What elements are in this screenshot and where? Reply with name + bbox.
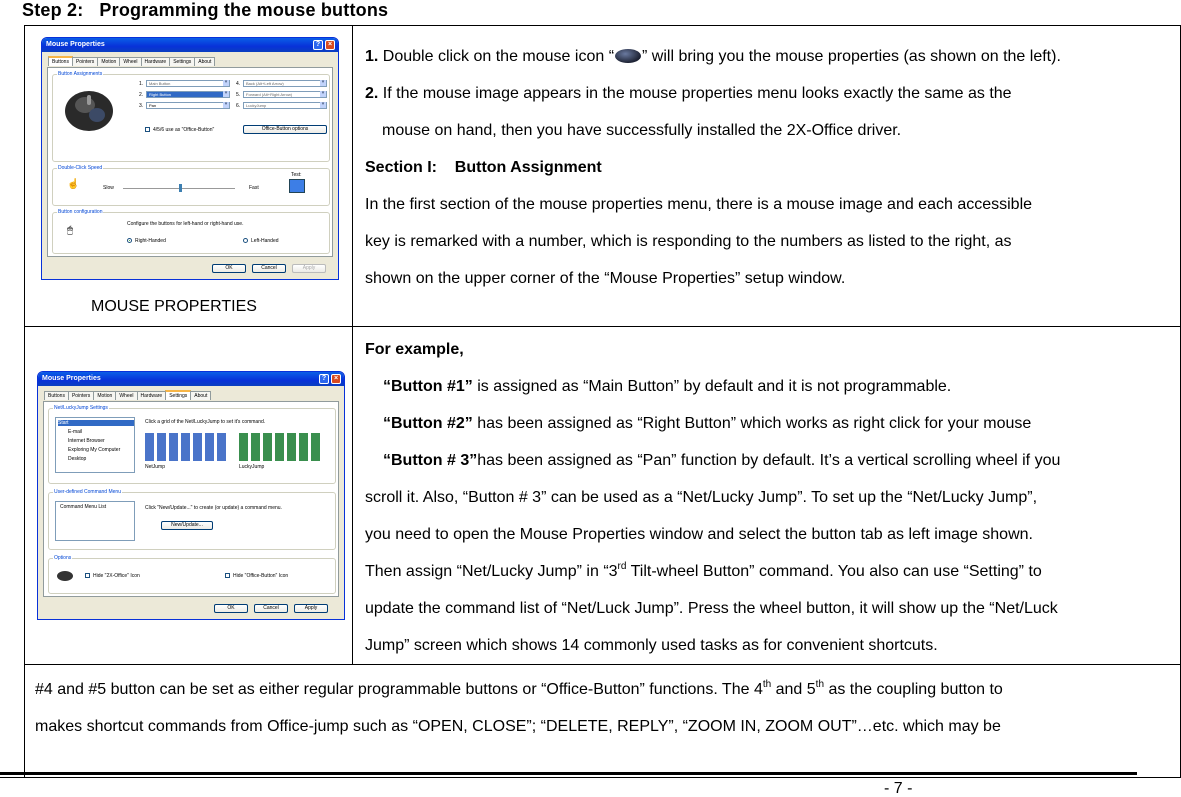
cell-steps-text bbox=[365, 38, 1177, 297]
tab-hardware[interactable]: Hardware bbox=[141, 57, 171, 66]
tab-about[interactable]: About bbox=[190, 391, 211, 400]
section-heading: Section I: Button Assignment bbox=[365, 159, 602, 176]
button-2-line: “Button #2” has been assigned as “Right Button” which works as right click for your mouse bbox=[383, 415, 1032, 432]
assign-3-select[interactable]: Pan ▾ bbox=[146, 102, 230, 109]
footer-rule-thin bbox=[0, 777, 1137, 778]
command-menu-text: Click "New/Update..." to create (or update) a command menu. bbox=[145, 505, 282, 511]
mouse-tray-icon bbox=[615, 49, 641, 63]
tab-strip bbox=[48, 57, 214, 67]
list-item[interactable]: Desktop bbox=[68, 456, 87, 462]
example-line-5: you need to open the Mouse Properties window and select the button tab as left image shown. bbox=[365, 526, 1033, 543]
list-item[interactable]: Exploring My Computer bbox=[68, 447, 121, 453]
hide-2x-office-label: Hide "2X-Office" Icon bbox=[93, 573, 140, 579]
fast-label: Fast bbox=[249, 185, 259, 191]
page-number: - 7 - bbox=[884, 780, 913, 797]
tab-hardware[interactable]: Hardware bbox=[137, 391, 167, 400]
step-title: Programming the mouse buttons bbox=[99, 0, 389, 20]
assign-3-num: 3. bbox=[139, 103, 144, 109]
right-handed-radio[interactable] bbox=[127, 238, 132, 243]
assign-4-select[interactable]: Back (Alt+Left Arrow) ▾ bbox=[243, 80, 327, 87]
netjump-grid[interactable] bbox=[145, 433, 229, 461]
example-line-7: update the command list of “Net/Luck Jump”. Press the wheel button, it will show up the “Net/Luck bbox=[365, 600, 1058, 617]
office-button-check-label: 4/5/6 use as "Office-Button" bbox=[153, 127, 215, 133]
tab-buttons[interactable]: Buttons bbox=[48, 56, 73, 66]
group-label: Button Assignments bbox=[58, 71, 103, 77]
group-label: Options bbox=[54, 555, 72, 561]
tab-pointers[interactable]: Pointers bbox=[68, 391, 94, 400]
slow-label: Slow bbox=[103, 185, 114, 191]
close-icon[interactable]: × bbox=[331, 374, 341, 384]
command-menu-list[interactable] bbox=[55, 501, 135, 541]
list-item[interactable]: Start bbox=[58, 420, 134, 426]
right-handed-label: Right-Handed bbox=[135, 238, 166, 244]
assign-5-num: 5. bbox=[236, 92, 241, 98]
example-line-4: scroll it. Also, “Button # 3” can be used as a “Net/Lucky Jump”. To set up the “Net/Lucky Jump”, bbox=[365, 489, 1038, 506]
group-button-assignments bbox=[52, 71, 330, 162]
click-grid-text: Click a grid of the Net/LuckyJump to set it's command. bbox=[145, 419, 266, 425]
cancel-button[interactable]: Cancel bbox=[254, 604, 288, 613]
group-double-click bbox=[52, 165, 330, 206]
luckyjump-label: LuckyJump bbox=[239, 464, 265, 470]
section-paragraph-line-2: key is remarked with a number, which is responding to the numbers as listed to the right, as bbox=[365, 233, 1012, 250]
tab-wheel[interactable]: Wheel bbox=[119, 57, 141, 66]
test-label: Test: bbox=[291, 172, 302, 178]
tab-motion[interactable]: Motion bbox=[97, 57, 120, 66]
hide-office-button-checkbox[interactable] bbox=[225, 573, 230, 578]
mouse-properties-settings-window bbox=[37, 371, 345, 620]
group-label: User-defined Command Menu bbox=[54, 489, 121, 495]
mouse-icon bbox=[57, 571, 73, 581]
assign-1-num: 1. bbox=[139, 81, 144, 87]
group-button-configuration bbox=[52, 209, 330, 254]
hide-office-button-label: Hide "Office-Button" Icon bbox=[233, 573, 289, 579]
step-2-continued: mouse on hand, then you have successfully installed the 2X-Office driver. bbox=[382, 122, 902, 139]
close-icon[interactable]: × bbox=[325, 40, 335, 50]
office-button-options-button[interactable]: Office-Button options bbox=[243, 125, 327, 134]
left-handed-label: Left-Handed bbox=[251, 238, 279, 244]
tab-buttons[interactable]: Buttons bbox=[44, 391, 69, 400]
help-icon[interactable]: ? bbox=[313, 40, 323, 50]
hand-pointer-icon: ☝ bbox=[67, 179, 80, 190]
left-handed-radio[interactable] bbox=[243, 238, 248, 243]
mouse-image-icon bbox=[59, 85, 119, 137]
group-label: Net/LuckyJump Settings bbox=[54, 405, 108, 411]
group-user-command-menu bbox=[48, 489, 336, 550]
row-divider-2 bbox=[25, 664, 1180, 665]
assign-6-num: 6. bbox=[236, 103, 241, 109]
new-update-button[interactable]: New/Update... bbox=[161, 521, 213, 530]
button-1-line: “Button #1” is assigned as “Main Button” by default and it is not programmable. bbox=[383, 378, 952, 395]
list-item[interactable]: Internet Browser bbox=[68, 438, 105, 444]
cell-mouse-properties-image bbox=[25, 26, 352, 326]
office-line-1: #4 and #5 button can be set as either regular programmable buttons or “Office-Button” functions. The 4th and 5th as the coupling button to bbox=[35, 679, 1003, 698]
tab-settings[interactable]: Settings bbox=[169, 57, 195, 66]
step-number: Step 2: bbox=[22, 0, 84, 20]
step-1-line: 1. Double click on the mouse icon “ ” will bring you the mouse properties (as shown on the left). bbox=[365, 48, 1061, 65]
apply-button[interactable]: Apply bbox=[292, 264, 326, 273]
assign-6-select[interactable]: LuckyJump ▾ bbox=[243, 102, 327, 109]
tab-about[interactable]: About bbox=[194, 57, 215, 66]
assign-4-num: 4. bbox=[236, 81, 241, 87]
step-heading bbox=[22, 0, 388, 21]
group-options bbox=[48, 555, 336, 594]
tab-motion[interactable]: Motion bbox=[93, 391, 116, 400]
mouse-properties-window bbox=[41, 37, 339, 280]
netjump-label: NetJump bbox=[145, 464, 166, 470]
group-label: Button configuration bbox=[58, 209, 103, 215]
mouse-config-icon: 🖱 bbox=[67, 225, 73, 236]
example-line-6: Then assign “Net/Lucky Jump” in “3rd Tilt-wheel Button” command. You also can use “Setting” to bbox=[365, 561, 1042, 580]
example-heading: For example, bbox=[365, 341, 464, 358]
ok-button[interactable]: OK bbox=[212, 264, 246, 273]
luckyjump-grid[interactable] bbox=[239, 433, 323, 461]
assign-2-num: 2. bbox=[139, 92, 144, 98]
buttons-pane bbox=[47, 67, 333, 257]
window-title: Mouse Properties ? × bbox=[38, 372, 344, 386]
hide-2x-office-checkbox[interactable] bbox=[85, 573, 90, 578]
assign-2-select[interactable]: Right Button ▾ bbox=[146, 91, 230, 98]
list-item[interactable]: E-mail bbox=[68, 429, 83, 435]
apply-button[interactable]: Apply bbox=[294, 604, 328, 613]
image-caption: MOUSE PROPERTIES bbox=[91, 298, 257, 315]
button-3-line: “Button # 3”has been assigned as “Pan” function by default. It’s a vertical scrolling wheel if you bbox=[383, 452, 1061, 469]
ok-button[interactable]: OK bbox=[214, 604, 248, 613]
cell-office-button-text bbox=[35, 671, 1177, 745]
test-folder-icon[interactable] bbox=[289, 179, 305, 193]
settings-pane bbox=[43, 401, 339, 597]
tab-pointers[interactable]: Pointers bbox=[72, 57, 98, 66]
cell-settings-tab-image bbox=[25, 326, 352, 664]
assign-5-select[interactable]: Forward (Alt+Right Arrow) ▾ bbox=[243, 91, 327, 98]
column-divider bbox=[352, 26, 353, 664]
example-line-8: Jump” screen which shows 14 commonly used tasks as for convenient shortcuts. bbox=[365, 637, 938, 654]
section-paragraph-line-3: shown on the upper corner of the “Mouse Properties” setup window. bbox=[365, 270, 846, 287]
config-text: Configure the buttons for left-hand or right-hand use. bbox=[127, 221, 244, 227]
help-icon[interactable]: ? bbox=[319, 374, 329, 384]
section-paragraph-line-1: In the first section of the mouse properties menu, there is a mouse image and each accessible bbox=[365, 196, 1033, 213]
cell-example-text bbox=[365, 331, 1179, 664]
step-2-line: 2. If the mouse image appears in the mouse properties menu looks exactly the same as the bbox=[365, 85, 1012, 102]
tab-strip bbox=[44, 391, 210, 401]
office-line-2: makes shortcut commands from Office-jump such as “OPEN, CLOSE”; “DELETE, REPLY”, “ZOOM IN, ZOOM OUT”…etc. which may be bbox=[35, 718, 1001, 735]
office-button-checkbox[interactable] bbox=[145, 127, 150, 132]
list-item[interactable]: Command Menu List bbox=[60, 504, 107, 510]
tab-wheel[interactable]: Wheel bbox=[115, 391, 137, 400]
group-label: Double-Click Speed bbox=[58, 165, 103, 171]
assign-1-select[interactable]: Main Button ▾ bbox=[146, 80, 230, 87]
footer-rule-thick bbox=[0, 772, 1137, 775]
command-list[interactable] bbox=[55, 417, 135, 473]
group-net-lucky-jump bbox=[48, 405, 336, 484]
slider-thumb[interactable] bbox=[179, 184, 182, 192]
cancel-button[interactable]: Cancel bbox=[252, 264, 286, 273]
tab-settings[interactable]: Settings bbox=[165, 390, 191, 400]
window-title: Mouse Properties ? × bbox=[42, 38, 338, 52]
instruction-table bbox=[24, 25, 1181, 778]
